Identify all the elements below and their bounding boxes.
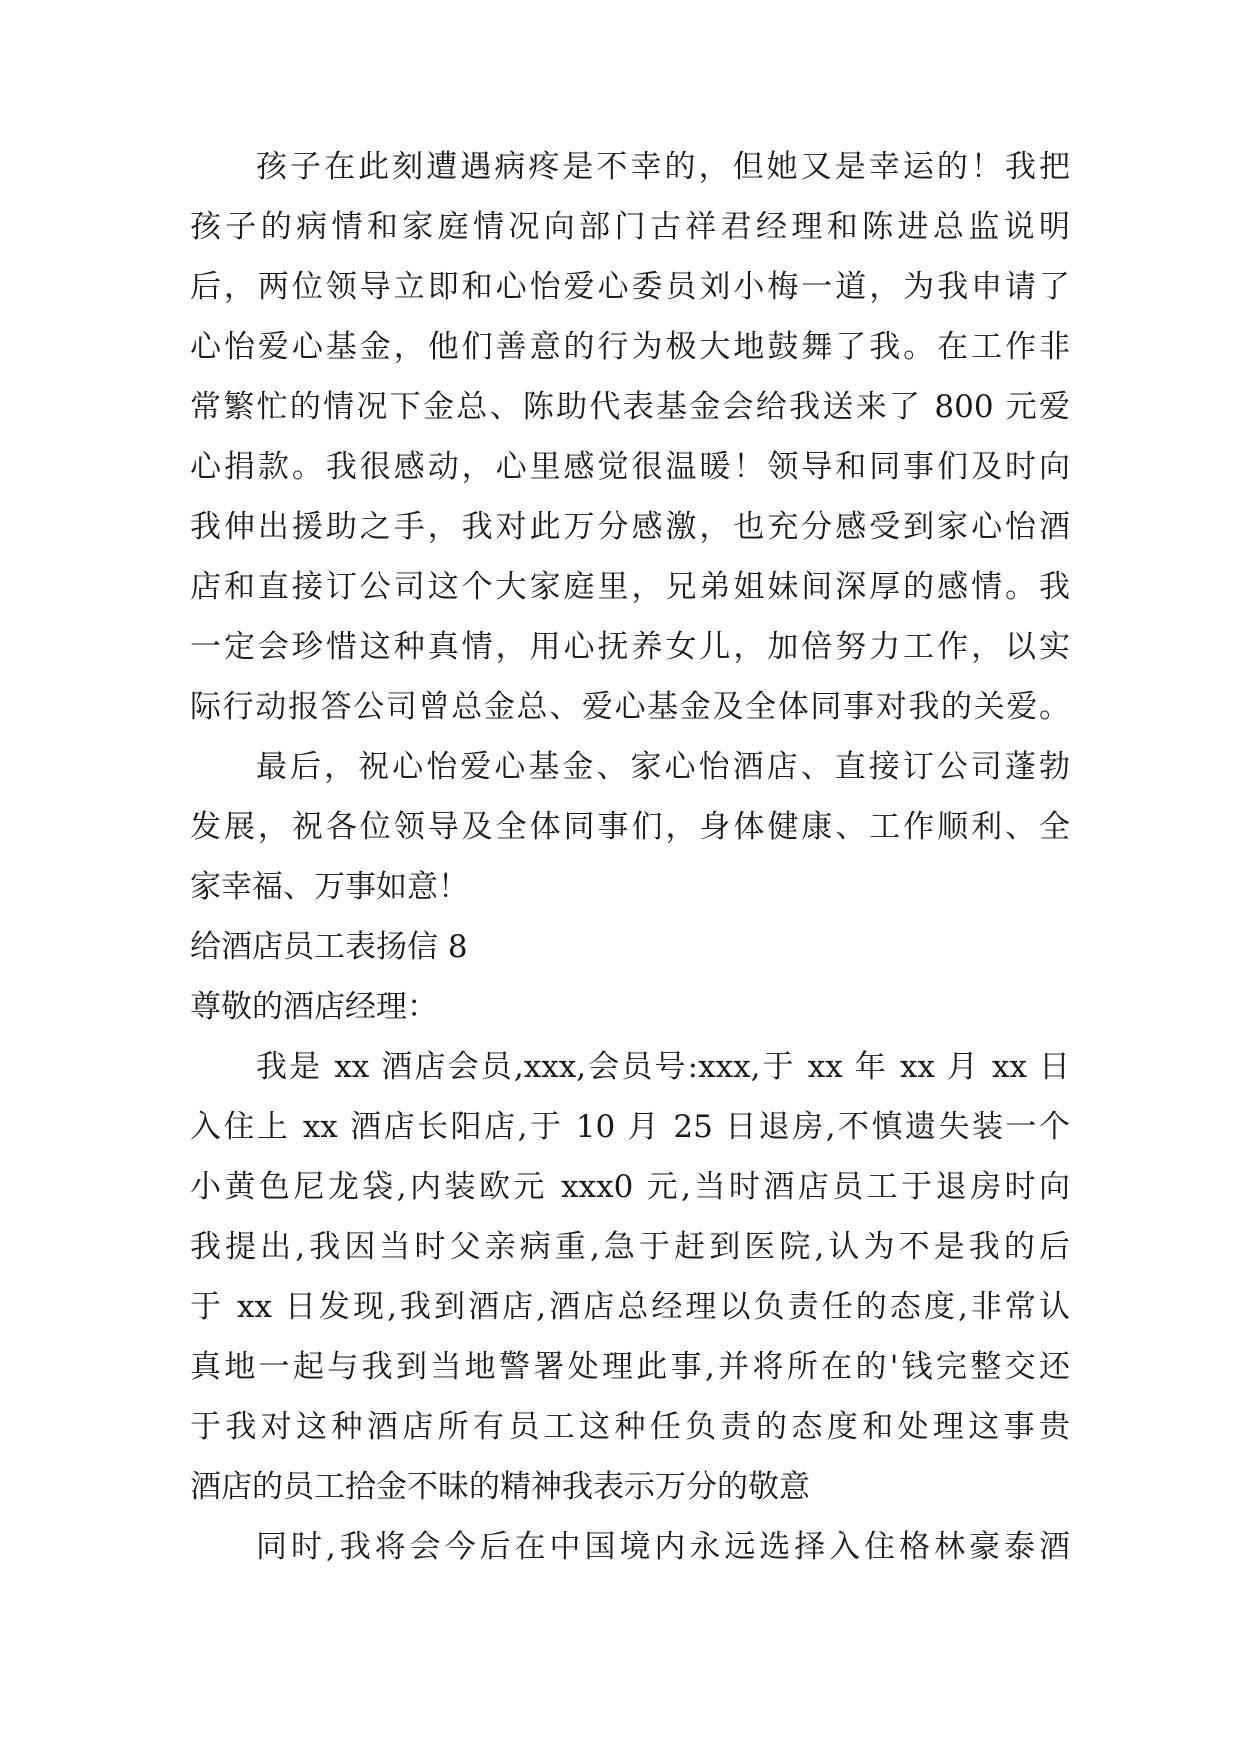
body-text-line: 我伸出援助之手，我对此万分感激，也充分感受到家心怡酒 bbox=[190, 509, 1070, 545]
body-text-line: 小黄色尼龙袋,内装欧元 xxx0 元,当时酒店员工于退房时向 bbox=[190, 1169, 1070, 1205]
body-text-line: 于 xx 日发现,我到酒店,酒店总经理以负责任的态度,非常认 bbox=[190, 1289, 1070, 1325]
body-text-line: 后，两位领导立即和心怡爱心委员刘小梅一道，为我申请了 bbox=[190, 269, 1070, 305]
body-text-line: 心怡爱心基金，他们善意的行为极大地鼓舞了我。在工作非 bbox=[190, 329, 1070, 365]
body-text-line: 同时,我将会今后在中国境内永远选择入住格林豪泰酒 bbox=[256, 1529, 1070, 1565]
body-text-line: 我是 xx 酒店会员,xxx,会员号:xxx,于 xx 年 xx 月 xx 日 bbox=[256, 1049, 1070, 1085]
body-text-line: 于我对这种酒店所有员工这种任负责的态度和处理这事贵 bbox=[190, 1409, 1070, 1445]
body-text-line: 际行动报答公司曾总金总、爱心基金及全体同事对我的关爱。 bbox=[190, 689, 1070, 725]
body-text-line: 孩子在此刻遭遇病疼是不幸的，但她又是幸运的！我把 bbox=[256, 149, 1070, 185]
body-text-line: 孩子的病情和家庭情况向部门古祥君经理和陈进总监说明 bbox=[190, 209, 1070, 245]
section-heading: 给酒店员工表扬信 8 bbox=[190, 929, 468, 965]
body-text-line: 最后，祝心怡爱心基金、家心怡酒店、直接订公司蓬勃 bbox=[256, 749, 1070, 785]
body-text-line: 店和直接订公司这个大家庭里，兄弟姐妹间深厚的感情。我 bbox=[190, 569, 1070, 605]
body-text-line: 入住上 xx 酒店长阳店,于 10 月 25 日退房,不慎遗失装一个 bbox=[190, 1109, 1070, 1145]
body-text-line: 酒店的员工拾金不昧的精神我表示万分的敬意 bbox=[190, 1469, 810, 1505]
body-text-line: 发展，祝各位领导及全体同事们，身体健康、工作顺利、全 bbox=[190, 809, 1070, 845]
body-text-line: 真地一起与我到当地警署处理此事,并将所在的'钱完整交还 bbox=[190, 1349, 1070, 1385]
body-text-line: 常繁忙的情况下金总、陈助代表基金会给我送来了 800 元爱 bbox=[190, 389, 1070, 425]
body-text-line: 一定会珍惜这种真情，用心抚养女儿，加倍努力工作，以实 bbox=[190, 629, 1070, 665]
salutation: 尊敬的酒店经理： bbox=[190, 989, 438, 1025]
body-text-line: 家幸福、万事如意！ bbox=[190, 869, 469, 905]
body-text-line: 我提出,我因当时父亲病重,急于赶到医院,认为不是我的后 bbox=[190, 1229, 1070, 1265]
body-text-line: 心捐款。我很感动，心里感觉很温暖！领导和同事们及时向 bbox=[190, 449, 1070, 485]
